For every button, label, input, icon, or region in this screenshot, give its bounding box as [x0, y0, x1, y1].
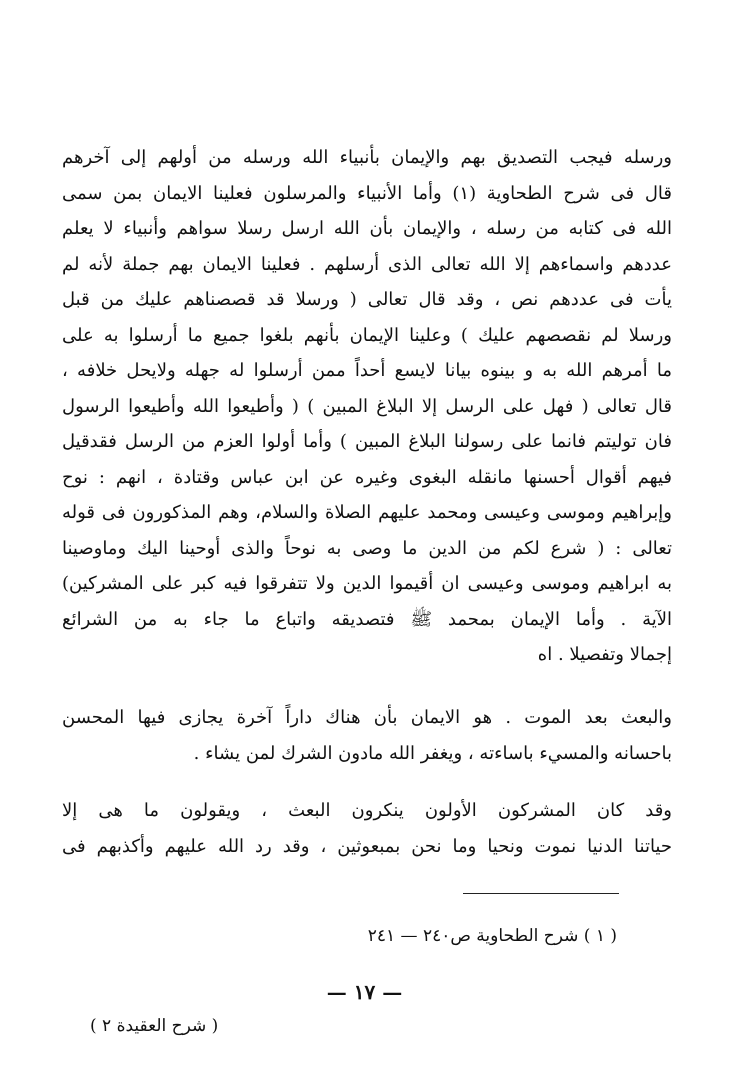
text-line: إجمالا وتفصيلا . اه: [537, 644, 672, 665]
text-line: وإبراهيم وموسى وعيسى ومحمد عليهم الصلاة والسلام، وهم المذكورون فى قوله: [62, 502, 672, 523]
text-line: الله فى كتابه من رسله ، والإيمان بأن الله ارسل رسلا سواهم وأنبياء لا يعلم: [62, 218, 672, 239]
body-paragraph-1: [62, 140, 672, 673]
text-line: قال تعالى ( فهل على الرسل إلا البلاغ المبين ) ( وأطيعوا الله وأطيعوا الرسول: [62, 395, 672, 417]
series-label: ( شرح العقيدة ٢ ): [90, 1016, 219, 1036]
body-paragraph-2: [62, 700, 672, 771]
text-line: ما أمرهم الله به و بينوه بيانا لايسع أحداً ممن أرسلوا له جهله ولايحل خلافه ،: [62, 360, 672, 381]
text-line: الآية . وأما الإيمان بمحمد ﷺ فتصديقه واتباع ما جاء به من الشرائع: [62, 608, 672, 630]
text-line: قال فى شرح الطحاوية (١) وأما الأنبياء والمرسلون فعلينا الايمان بمن سمى: [62, 182, 672, 204]
text-line: فيهم أقوال أحسنها مانقله البغوى وغيره عن ابن عباس وقتادة ، انهم : نوح: [62, 466, 672, 488]
text-line: به ابراهيم وموسى وعيسى ان أقيموا الدين ولا تتفرقوا فيه كبر على المشركين): [62, 573, 672, 594]
page-number: — ١٧ —: [326, 980, 403, 1004]
text-line: وقد كان المشركون الأولون ينكرون البعث ، ويقولون ما هى إلا: [62, 800, 672, 821]
text-line: فان توليتم فانما على رسولنا البلاغ المبين ) وأما أولوا العزم من الرسل فقدقيل: [62, 431, 672, 452]
text-line: عددهم واسماءهم إلا الله تعالى الذى أرسلهم . فعلينا الايمان بهم جملة لأنه لم: [62, 253, 672, 275]
text-line: يأت فى عددهم نص ، وقد قال تعالى ( ورسلا قد قصصناهم عليك من قبل: [62, 289, 672, 310]
footnote: ( ١ ) شرح الطحاوية ص٢٤٠ — ٢٤١: [367, 926, 617, 946]
text-line: والبعث بعد الموت . هو الايمان بأن هناك داراً آخرة يجازى فيها المحسن: [62, 707, 672, 728]
text-line: ورسلا لم نقصصهم عليك ) وعلينا الإيمان بأنهم بلغوا جميع ما أرسلوا به على: [62, 324, 672, 346]
body-paragraph-3: [62, 793, 672, 864]
text-line: حياتنا الدنيا نموت ونحيا وما نحن بمبعوثين ، وقد رد الله عليهم وأكذبهم فى: [62, 835, 672, 857]
text-line: باحسانه والمسيء باساءته ، ويغفر الله مادون الشرك لمن يشاء .: [193, 742, 672, 764]
footnote-divider: [463, 893, 619, 894]
text-line: ورسله فيجب التصديق بهم والإيمان بأنبياء الله ورسله من أولهم إلى آخرهم: [62, 147, 672, 168]
text-line: تعالى : ( شرع لكم من الدين ما وصى به نوحاً والذى أوحينا اليك وماوصينا: [62, 537, 672, 559]
